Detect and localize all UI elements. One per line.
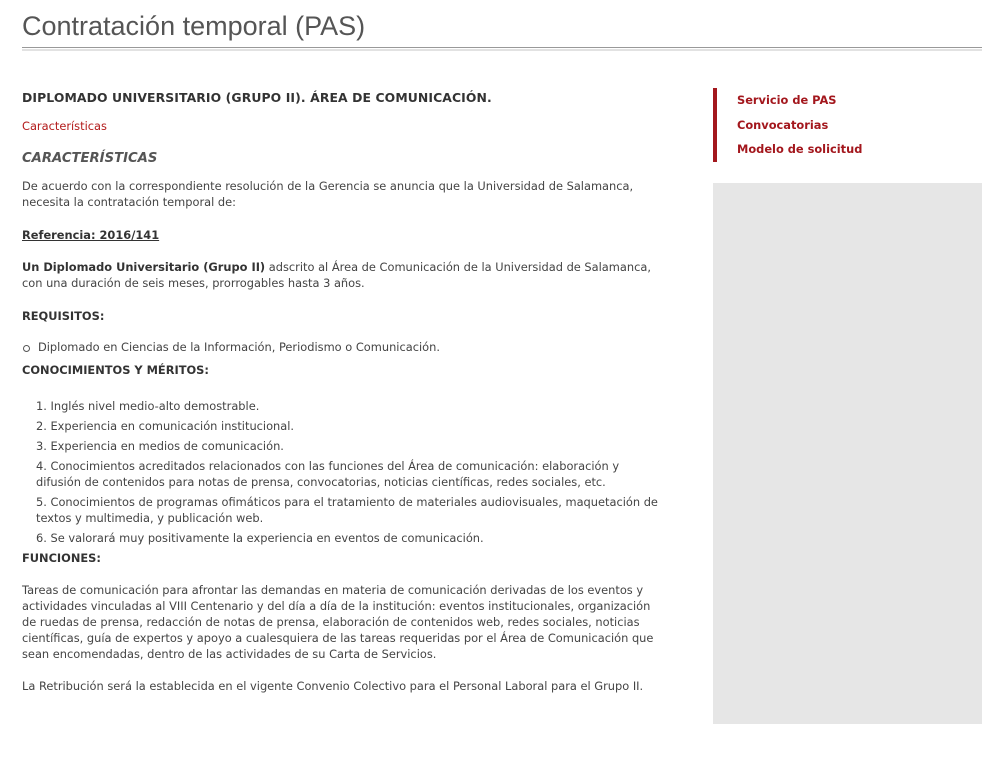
sidebar-panel [713, 183, 982, 724]
retribucion-paragraph: La Retribución será la establecida en el vigente Convenio Colectivo para el Personal Laboral para el Grupo II. [22, 679, 644, 693]
title-divider [22, 47, 982, 51]
position-title: Un Diplomado Universitario (Grupo II) [22, 260, 266, 274]
page-title: Contratación temporal (PAS) [22, 11, 366, 41]
list-item: Diplomado en Ciencias de la Información, Periodismo o Comunicación. [22, 339, 662, 355]
sidebar-link-modelo-solicitud[interactable]: Modelo de solicitud [737, 142, 863, 156]
list-item: 2. Experiencia en comunicación institucional. [36, 419, 295, 433]
position-details: adscrito al Área de Comunicación de la Universidad de Salamanca, con una duración de seis meses, prorrogables hasta 3 años. [22, 260, 651, 290]
list-item: 5. Conocimientos de programas ofimáticos para el tratamiento de materiales audiovisuales, maquetación de textos y multimedia, y publicación web. [36, 495, 658, 525]
list-item: 1. Inglés nivel medio-alto demostrable. [36, 399, 260, 413]
job-heading: DIPLOMADO UNIVERSITARIO (GRUPO II). ÁREA DE COMUNICACIÓN. [22, 90, 492, 105]
sidebar-link-convocatorias[interactable]: Convocatorias [737, 117, 829, 132]
reference-number: Referencia: 2016/141 [22, 228, 160, 242]
sidebar-link-servicio-pas[interactable]: Servicio de PAS [737, 93, 837, 107]
requisitos-list [22, 339, 662, 355]
list-item: 4. Conocimientos acreditados relacionados con las funciones del Área de comunicación: elaboración y difusión de contenidos para notas de prensa, convocatorias, noticias científicas, redes sociales, etc. [36, 459, 620, 489]
funciones-label: FUNCIONES: [22, 551, 101, 565]
sidebar-nav [713, 88, 913, 162]
conocimientos-list [22, 398, 662, 546]
section-heading-caracteristicas: CARACTERÍSTICAS [22, 151, 158, 166]
position-description [22, 259, 662, 291]
funciones-paragraph: Tareas de comunicación para afrontar las demandas en materia de comunicación derivadas de los eventos y actividades vinculadas al VIII Centenario y del día a día de la institución: eventos institucionales, organización de ruedas de prensa, redacción de notas de prensa, elaboración de contenidos web, redes sociales, noticias científicas, guía de expertos y apoyo a cualesquiera de las tareas requeridas por el Área de Comunicación que sean encomendadas, dentro de las actividades de su Carta de Servicios. [22, 583, 654, 661]
list-item: 6. Se valorará muy positivamente la experiencia en eventos de comunicación. [36, 531, 484, 545]
requisitos-label: REQUISITOS: [22, 309, 105, 323]
intro-paragraph: De acuerdo con la correspondiente resolución de la Gerencia se anuncia que la Universidad de Salamanca, necesita la contratación temporal de: [22, 179, 634, 209]
conocimientos-label: CONOCIMIENTOS Y MÉRITOS: [22, 363, 209, 377]
caracteristicas-anchor-link[interactable]: Características [22, 119, 107, 133]
main-content [22, 88, 662, 694]
list-item: 3. Experiencia en medios de comunicación. [36, 439, 284, 453]
